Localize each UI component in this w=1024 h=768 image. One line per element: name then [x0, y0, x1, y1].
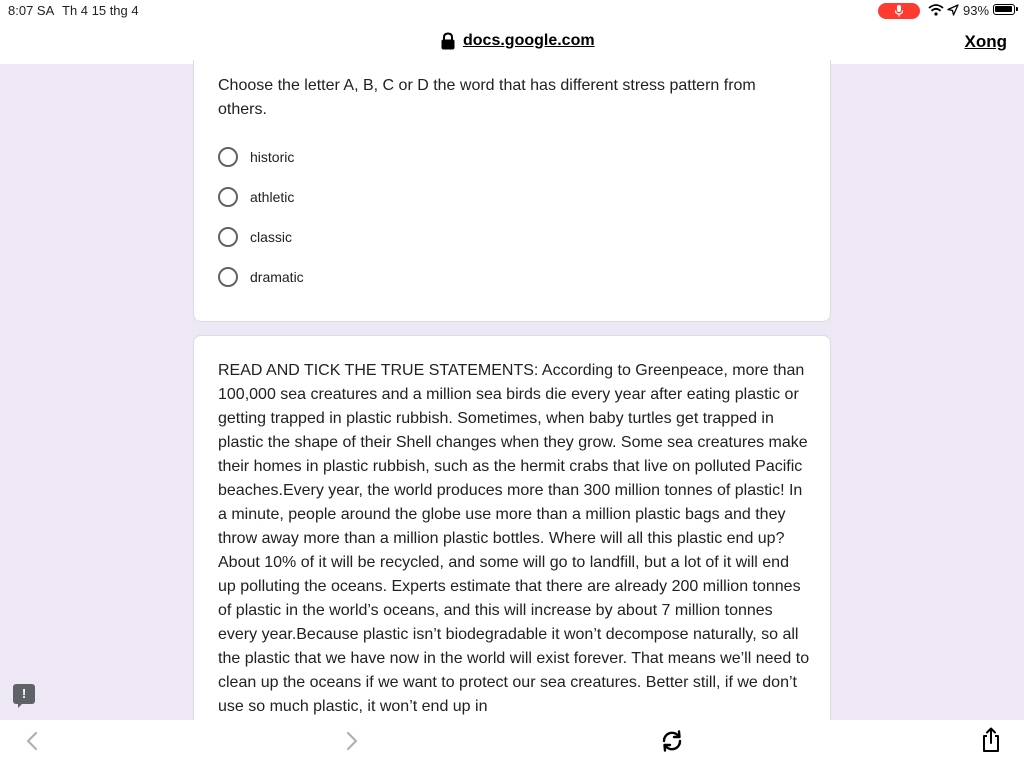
lock-icon: [440, 32, 456, 50]
status-bar: [0, 0, 1024, 22]
forward-icon[interactable]: [343, 730, 361, 752]
exclamation-icon: !: [21, 686, 27, 701]
battery-percent: 93%: [963, 3, 990, 18]
question-text: Choose the letter A, B, C or D the word that has different stress pattern from others.: [218, 77, 756, 118]
radio-button[interactable]: [218, 227, 238, 247]
status-date: Th 4 15 thg 4: [62, 3, 139, 18]
report-feedback-button[interactable]: [13, 684, 35, 704]
option-label: historic: [250, 149, 295, 165]
option-historic[interactable]: [218, 147, 294, 167]
radio-button[interactable]: [218, 267, 238, 287]
passage-text: READ AND TICK THE TRUE STATEMENTS: According to Greenpeace, more than 100,000 sea creatures and a million sea birds die every year after eating plastic or getting trapped in plastic rubbish. Sometimes, when baby turtles get trapped in plastic the shape of their Shell changes when they grow. Some sea creatures make their homes in plastic rubbish, such as the hermit crabs that live on polluted Pacific beaches.Every year, the world produces more than 300 million tonnes of plastic! In a minute, people around the globe use more than a million plastic bags and they throw away more than a million plastic bottles. Where will all this plastic end up? About 10% of it will be recycled, and some will go to landfill, but a lot of it will end up polluting the oceans. Experts estimate that there are already 200 million tonnes of plastic in the world’s oceans, and this will increase by about 7 million tonnes every year.Because plastic isn’t biodegradable it won’t decompose naturally, so all the plastic that we have now in the world will exist forever. That means we’ll need to clean up the oceans if we want to protect our sea creatures. Better still, if we don’t use so much plastic, it won’t end up in: [218, 362, 810, 715]
url-bar: [0, 22, 1024, 64]
location-icon: [947, 4, 959, 16]
back-icon[interactable]: [23, 730, 41, 752]
option-label: dramatic: [250, 269, 304, 285]
passage-card: [193, 335, 831, 755]
option-classic[interactable]: [218, 227, 292, 247]
option-label: athletic: [250, 189, 295, 205]
url-display[interactable]: [440, 32, 595, 50]
option-athletic[interactable]: [218, 187, 294, 207]
battery-icon: [993, 4, 1015, 15]
wifi-icon: [928, 4, 944, 16]
done-button[interactable]: Xong: [964, 32, 1007, 51]
radio-button[interactable]: [218, 187, 238, 207]
option-dramatic[interactable]: [218, 267, 304, 287]
reload-icon[interactable]: [660, 730, 684, 752]
question-card: [193, 60, 831, 322]
share-icon[interactable]: [981, 727, 1001, 753]
url-domain: docs.google.com: [463, 32, 595, 49]
option-label: classic: [250, 229, 293, 245]
radio-button[interactable]: [218, 147, 238, 167]
bottom-toolbar: [0, 720, 1024, 768]
status-time: 8:07 SA: [8, 3, 55, 18]
microphone-icon: [878, 3, 920, 19]
